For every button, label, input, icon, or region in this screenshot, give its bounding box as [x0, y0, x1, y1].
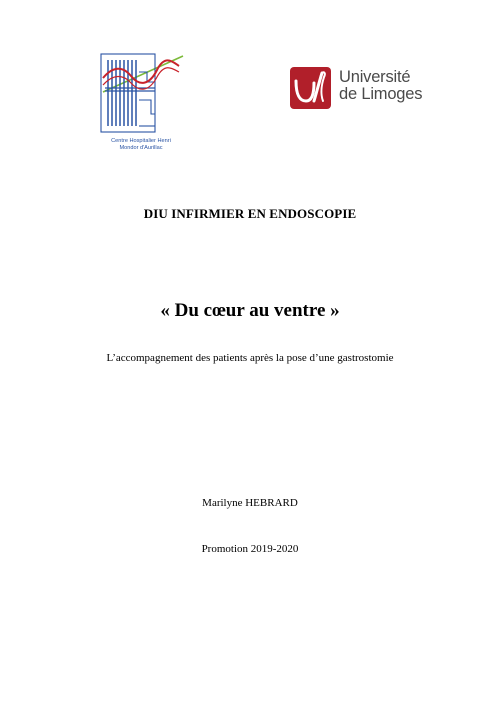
- thesis-subtitle: L’accompagnement des patients après la pose d’une gastrostomie: [106, 352, 394, 364]
- promotion-year: Promotion 2019-2020: [201, 543, 299, 555]
- university-name: [339, 69, 422, 103]
- hospital-caption-line2: Mondor d'Aurillac: [119, 145, 163, 152]
- university-logo: [287, 64, 437, 112]
- program-title: DIU INFIRMIER EN ENDOSCOPIE: [143, 206, 357, 221]
- hospital-caption: [95, 138, 187, 152]
- university-name-line2: de Limoges: [339, 85, 423, 103]
- hospital-emblem-icon: [95, 52, 187, 138]
- author-name: Marilyne HEBRARD: [202, 497, 298, 509]
- hospital-caption-line1: Centre Hospitalier Henri: [111, 138, 171, 144]
- university-name-line1: Université: [339, 68, 411, 86]
- ul-monogram-icon: [290, 67, 331, 109]
- thesis-title: « Du cœur au ventre »: [160, 300, 340, 321]
- hospital-logo: [95, 52, 187, 167]
